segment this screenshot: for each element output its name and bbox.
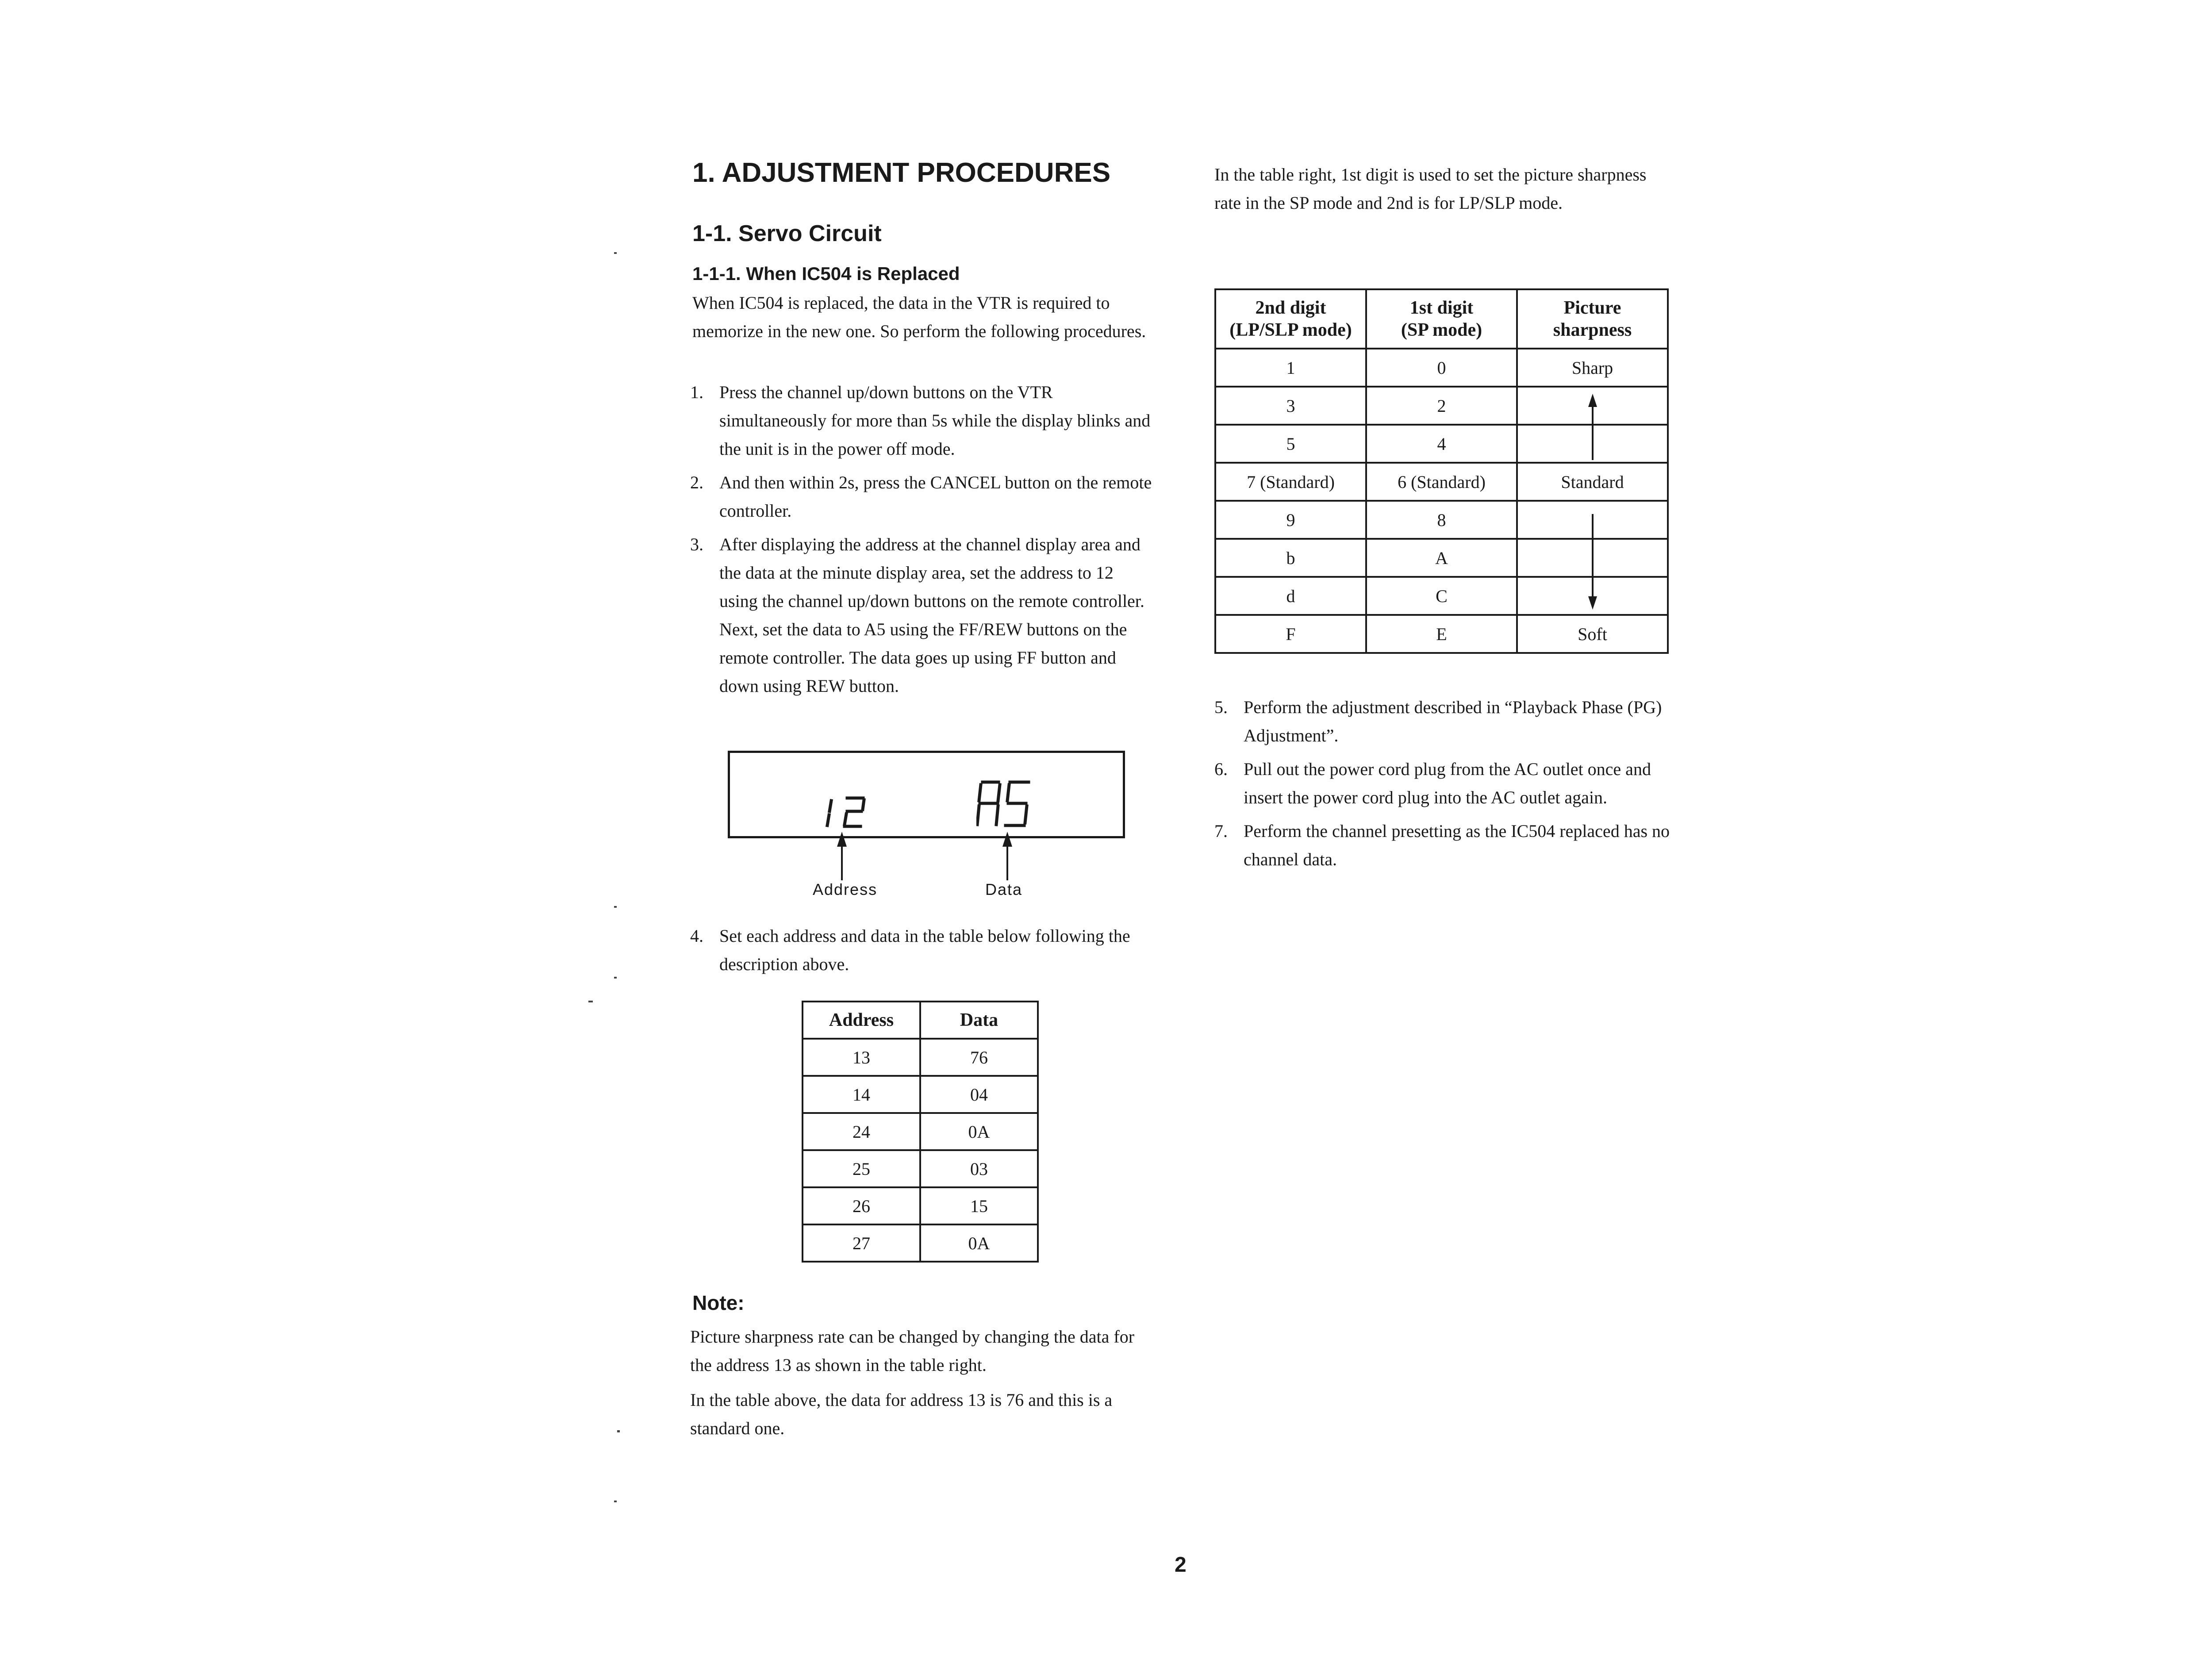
procedure-steps-left	[690, 378, 1155, 706]
table-cell: 0A	[920, 1224, 1038, 1262]
table-cell: C	[1366, 577, 1517, 615]
step-7	[1214, 817, 1674, 874]
note-title: Note:	[692, 1291, 745, 1314]
step-text: Press the channel up/down buttons on the VTR simultaneously for more than 5s while the display blinks and the unit is in the power off mode.	[719, 382, 1151, 459]
arrow-down-icon	[1587, 514, 1598, 610]
step-1	[690, 378, 1155, 463]
table-row	[803, 1113, 1038, 1150]
table-cell: F	[1215, 615, 1366, 653]
arrow-up-icon	[1001, 832, 1014, 880]
table-row	[803, 1224, 1038, 1262]
step-text: And then within 2s, press the CANCEL button on the remote controller.	[719, 472, 1152, 521]
sharpness-table	[1214, 288, 1669, 654]
step-3	[690, 530, 1155, 700]
step-number: 5.	[1214, 697, 1228, 717]
subsection-title: 1-1-1. When IC504 is Replaced	[692, 263, 960, 284]
table-cell: Soft	[1517, 615, 1668, 653]
step-4	[690, 922, 1159, 979]
step-6	[1214, 755, 1674, 812]
arrow-up-icon	[1587, 394, 1598, 460]
table-cell: 26	[803, 1187, 920, 1224]
table-row	[803, 1187, 1038, 1224]
table-cell: 1	[1215, 349, 1366, 387]
table-row	[1215, 615, 1668, 653]
display-data-digits	[976, 779, 1032, 829]
table-cell: 13	[803, 1039, 920, 1076]
table-cell: 14	[803, 1076, 920, 1113]
table-row	[1215, 539, 1668, 577]
table-row	[1215, 387, 1668, 425]
table-row	[803, 1150, 1038, 1187]
table-cell: 03	[920, 1150, 1038, 1187]
table-cell	[1517, 387, 1668, 425]
table-row	[803, 1039, 1038, 1076]
table-row	[1215, 425, 1668, 463]
table-cell: d	[1215, 577, 1366, 615]
scan-speck	[614, 906, 617, 908]
step-number: 4.	[690, 926, 703, 946]
column-header: Data	[920, 1002, 1038, 1039]
sharpness-intro: In the table right, 1st digit is used to set the picture sharpness rate in the SP mode and 2nd is for LP/SLP mode.	[1214, 165, 1647, 213]
table-row	[1215, 577, 1668, 615]
table-row	[1215, 463, 1668, 501]
scan-speck	[588, 1001, 593, 1002]
table-cell: 27	[803, 1224, 920, 1262]
scan-speck	[614, 1501, 617, 1502]
data-caption: Data	[985, 880, 1023, 898]
display-address-digits	[825, 792, 871, 828]
table-cell: 3	[1215, 387, 1366, 425]
step-number: 7.	[1214, 821, 1228, 841]
table-cell: 7 (Standard)	[1215, 463, 1366, 501]
table-header-row	[1215, 289, 1668, 349]
column-header: Picture sharpness	[1517, 289, 1668, 349]
intro-paragraph: When IC504 is replaced, the data in the VTR is required to memorize in the new one. So perform the following procedures.	[692, 293, 1146, 341]
step-number: 6.	[1214, 759, 1228, 779]
table-cell: 2	[1366, 387, 1517, 425]
step-5	[1214, 693, 1674, 750]
table-cell: 24	[803, 1113, 920, 1150]
table-cell: 9	[1215, 501, 1366, 539]
table-cell: Sharp	[1517, 349, 1668, 387]
step-2	[690, 468, 1155, 525]
table-cell: 6 (Standard)	[1366, 463, 1517, 501]
procedure-steps-right	[1214, 693, 1674, 879]
table-cell: 8	[1366, 501, 1517, 539]
step-text: After displaying the address at the channel display area and the data at the minute display area, set the address to 12 using the channel up/down buttons on the remote controller.	[719, 534, 1144, 611]
column-header: Address	[803, 1002, 920, 1039]
step-number: 1.	[690, 382, 703, 402]
table-cell: 15	[920, 1187, 1038, 1224]
table-cell: 5	[1215, 425, 1366, 463]
step-text: Set each address and data in the table below following the description above.	[719, 926, 1130, 974]
table-cell: 0A	[920, 1113, 1038, 1150]
step-text: Perform the channel presetting as the IC504 replaced has no channel data.	[1244, 821, 1670, 869]
table-cell	[1517, 501, 1668, 539]
step-text: Perform the adjustment described in “Playback Phase (PG) Adjustment”.	[1244, 697, 1662, 745]
arrow-up-icon	[835, 832, 849, 880]
column-header: 2nd digit (LP/SLP mode)	[1215, 289, 1366, 349]
address-data-table	[802, 1001, 1039, 1263]
section-title: 1-1. Servo Circuit	[692, 221, 882, 246]
table-header-row	[803, 1002, 1038, 1039]
table-cell: 04	[920, 1076, 1038, 1113]
table-cell: 76	[920, 1039, 1038, 1076]
step-text-continued: Next, set the data to A5 using the FF/REW buttons on the remote controller. The data goes up using FF button and down using REW button.	[719, 619, 1127, 696]
step-text: Pull out the power cord plug from the AC outlet once and insert the power cord plug into the AC outlet again.	[1244, 759, 1651, 807]
table-cell: 4	[1366, 425, 1517, 463]
table-cell: 25	[803, 1150, 920, 1187]
procedure-step-4	[690, 922, 1159, 984]
table-row	[1215, 501, 1668, 539]
table-cell: Standard	[1517, 463, 1668, 501]
step-number: 3.	[690, 534, 703, 554]
note-paragraph: In the table above, the data for address 13 is 76 and this is a standard one.	[690, 1390, 1113, 1438]
scan-speck	[614, 977, 617, 979]
column-header: 1st digit (SP mode)	[1366, 289, 1517, 349]
table-row	[803, 1076, 1038, 1113]
table-cell: E	[1366, 615, 1517, 653]
scan-speck	[614, 252, 617, 254]
display-panel	[728, 751, 1125, 838]
page-number: 2	[1175, 1553, 1187, 1577]
table-cell: A	[1366, 539, 1517, 577]
scan-speck	[617, 1430, 620, 1432]
page-title: 1. ADJUSTMENT PROCEDURES	[692, 157, 1111, 188]
table-cell: 0	[1366, 349, 1517, 387]
table-row	[1215, 349, 1668, 387]
table-cell: b	[1215, 539, 1366, 577]
step-number: 2.	[690, 472, 703, 492]
address-caption: Address	[813, 880, 878, 898]
note-paragraph: Picture sharpness rate can be changed by changing the data for the address 13 as shown in the table right.	[690, 1327, 1135, 1375]
